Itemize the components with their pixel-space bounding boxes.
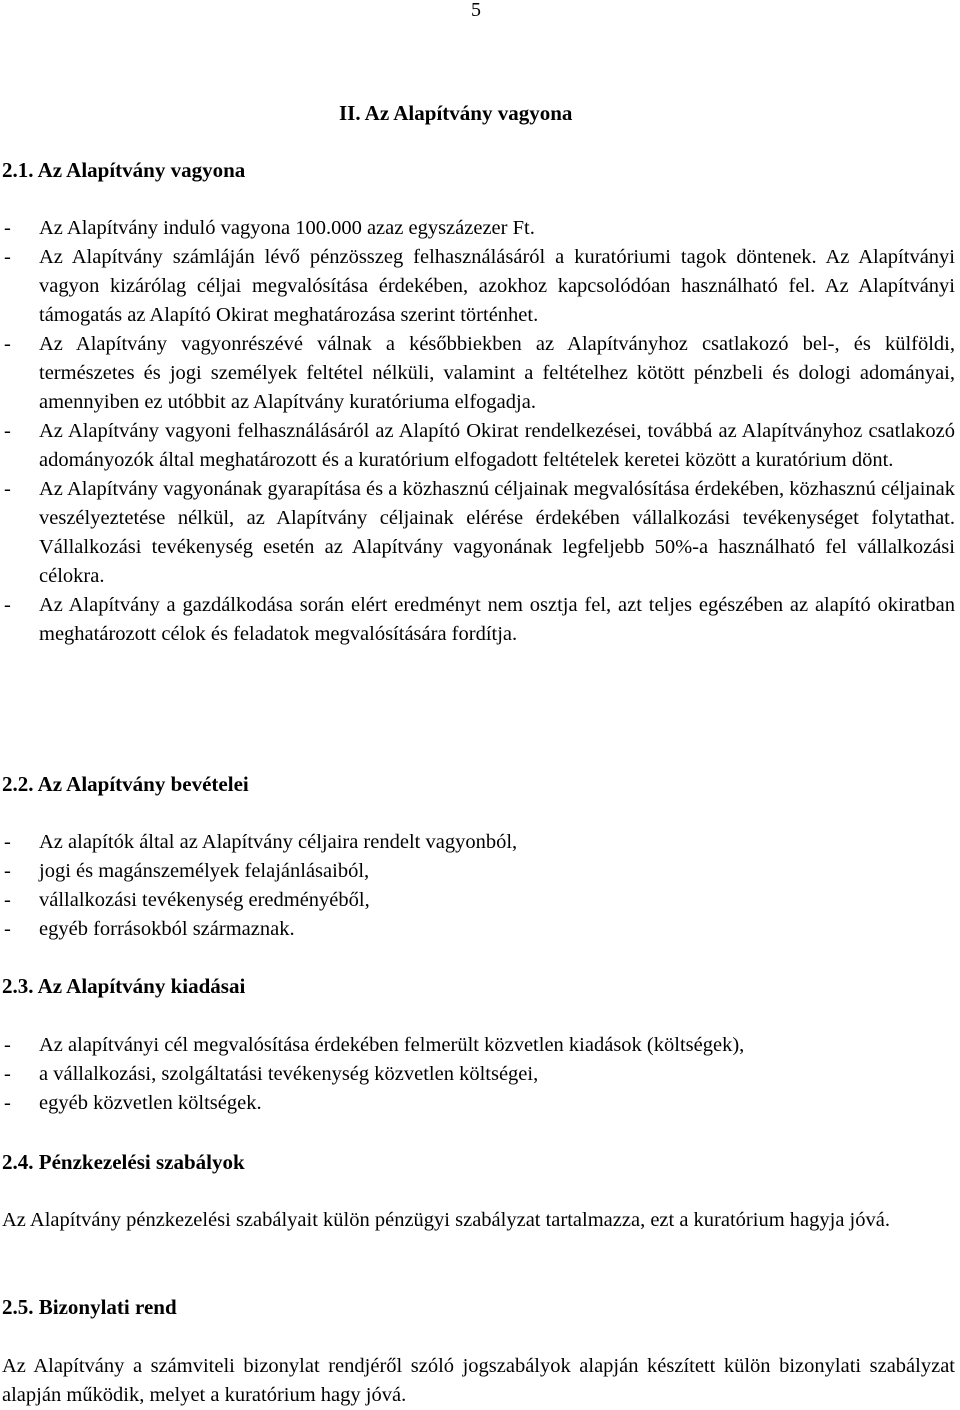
list-item: - Az Alapítvány induló vagyona 100.000 azaz egyszázezer Ft. xyxy=(2,214,955,243)
section-2-4-paragraph: Az Alapítvány pénzkezelési szabályait külön pénzügyi szabályzat tartalmazza, ezt a kuratórium hagyja jóvá. xyxy=(2,1209,890,1231)
section-title-2-3: 2.3. Az Alapítvány kiadásai xyxy=(2,974,246,998)
bullet-dash: - xyxy=(4,1034,11,1056)
bullet-dash: - xyxy=(4,594,11,616)
bullet-dash: - xyxy=(4,246,11,268)
section-2-2-list xyxy=(2,828,955,944)
list-item: - Az Alapítvány vagyonának gyarapítása és a közhasznú céljainak megvalósítása érdekében, közhasznú céljainak veszélyeztetése nélkül, az Alapítvány céljainak elérése érdekében vállalkozási tevékenységet folytathat. Vállalkozási tevékenység esetén az Alapítvány vagyonának legfeljebb 50%-a használható fel vállalkozási célokra. xyxy=(2,475,955,591)
bullet-dash: - xyxy=(4,831,11,853)
list-item: - jogi és magánszemélyek felajánlásaiból, xyxy=(2,857,955,886)
bullet-dash: - xyxy=(4,478,11,500)
list-item: - Az Alapítvány a gazdálkodása során elért eredményt nem osztja fel, azt teljes egészében az alapító okiratban meghatározott célok és feladatok megvalósítására fordítja. xyxy=(2,591,955,649)
list-item: - Az Alapítvány vagyonrészévé válnak a későbbiekben az Alapítványhoz csatlakozó bel-, és külföldi, természetes és jogi személyek feltétel nélküli, valamint a feltételhez kötött pénzbeli és dologi adományai, amennyiben ez utóbbit az Alapítvány kuratóriuma elfogadja. xyxy=(2,330,955,417)
list-item: - egyéb forrásokból származnak. xyxy=(2,915,955,944)
section-title-2-5: 2.5. Bizonylati rend xyxy=(2,1295,177,1319)
list-item: - Az alapítványi cél megvalósítása érdekében felmerült közvetlen kiadások (költségek), xyxy=(2,1031,955,1060)
list-item: - egyéb közvetlen költségek. xyxy=(2,1089,955,1118)
bullet-dash: - xyxy=(4,918,11,940)
list-item: - Az Alapítvány vagyoni felhasználásáról az Alapító Okirat rendelkezései, továbbá az Alapítványhoz csatlakozó adományozók által meghatározott és a kuratórium elfogadott feltételek keretei között a kuratórium dönt. xyxy=(2,417,955,475)
bullet-dash: - xyxy=(4,333,11,355)
bullet-dash: - xyxy=(4,420,11,442)
section-title-2-2: 2.2. Az Alapítvány bevételei xyxy=(2,772,249,796)
list-item: - vállalkozási tevékenység eredményéből, xyxy=(2,886,955,915)
bullet-dash: - xyxy=(4,860,11,882)
bullet-dash: - xyxy=(4,889,11,911)
section-title-2-4: 2.4. Pénzkezelési szabályok xyxy=(2,1150,245,1174)
section-2-5-paragraph: Az Alapítvány a számviteli bizonylat rendjéről szóló jogszabályok alapján készített külön bizonylati szabályzat alapján működik, melyet a kuratórium hagy jóvá. xyxy=(2,1355,955,1406)
section-2-3-list xyxy=(2,1031,955,1118)
bullet-dash: - xyxy=(4,1092,11,1114)
list-item: - Az alapítók által az Alapítvány céljaira rendelt vagyonból, xyxy=(2,828,955,857)
list-item: - a vállalkozási, szolgáltatási tevékenység közvetlen költségei, xyxy=(2,1060,955,1089)
page-number: 5 xyxy=(471,0,481,21)
list-item: - Az Alapítvány számláján lévő pénzösszeg felhasználásáról a kuratóriumi tagok döntenek. Az Alapítványi vagyon kizárólag céljai megvalósítása érdekében, azokhoz kapcsolódóan használható fel. Az Alapítványi támogatás az Alapító Okirat meghatározása szerint történhet. xyxy=(2,243,955,330)
chapter-title: II. Az Alapítvány vagyona xyxy=(339,101,573,125)
section-2-1-list xyxy=(2,214,955,649)
bullet-dash: - xyxy=(4,1063,11,1085)
bullet-dash: - xyxy=(4,217,11,239)
section-title-2-1: 2.1. Az Alapítvány vagyona xyxy=(2,158,246,182)
